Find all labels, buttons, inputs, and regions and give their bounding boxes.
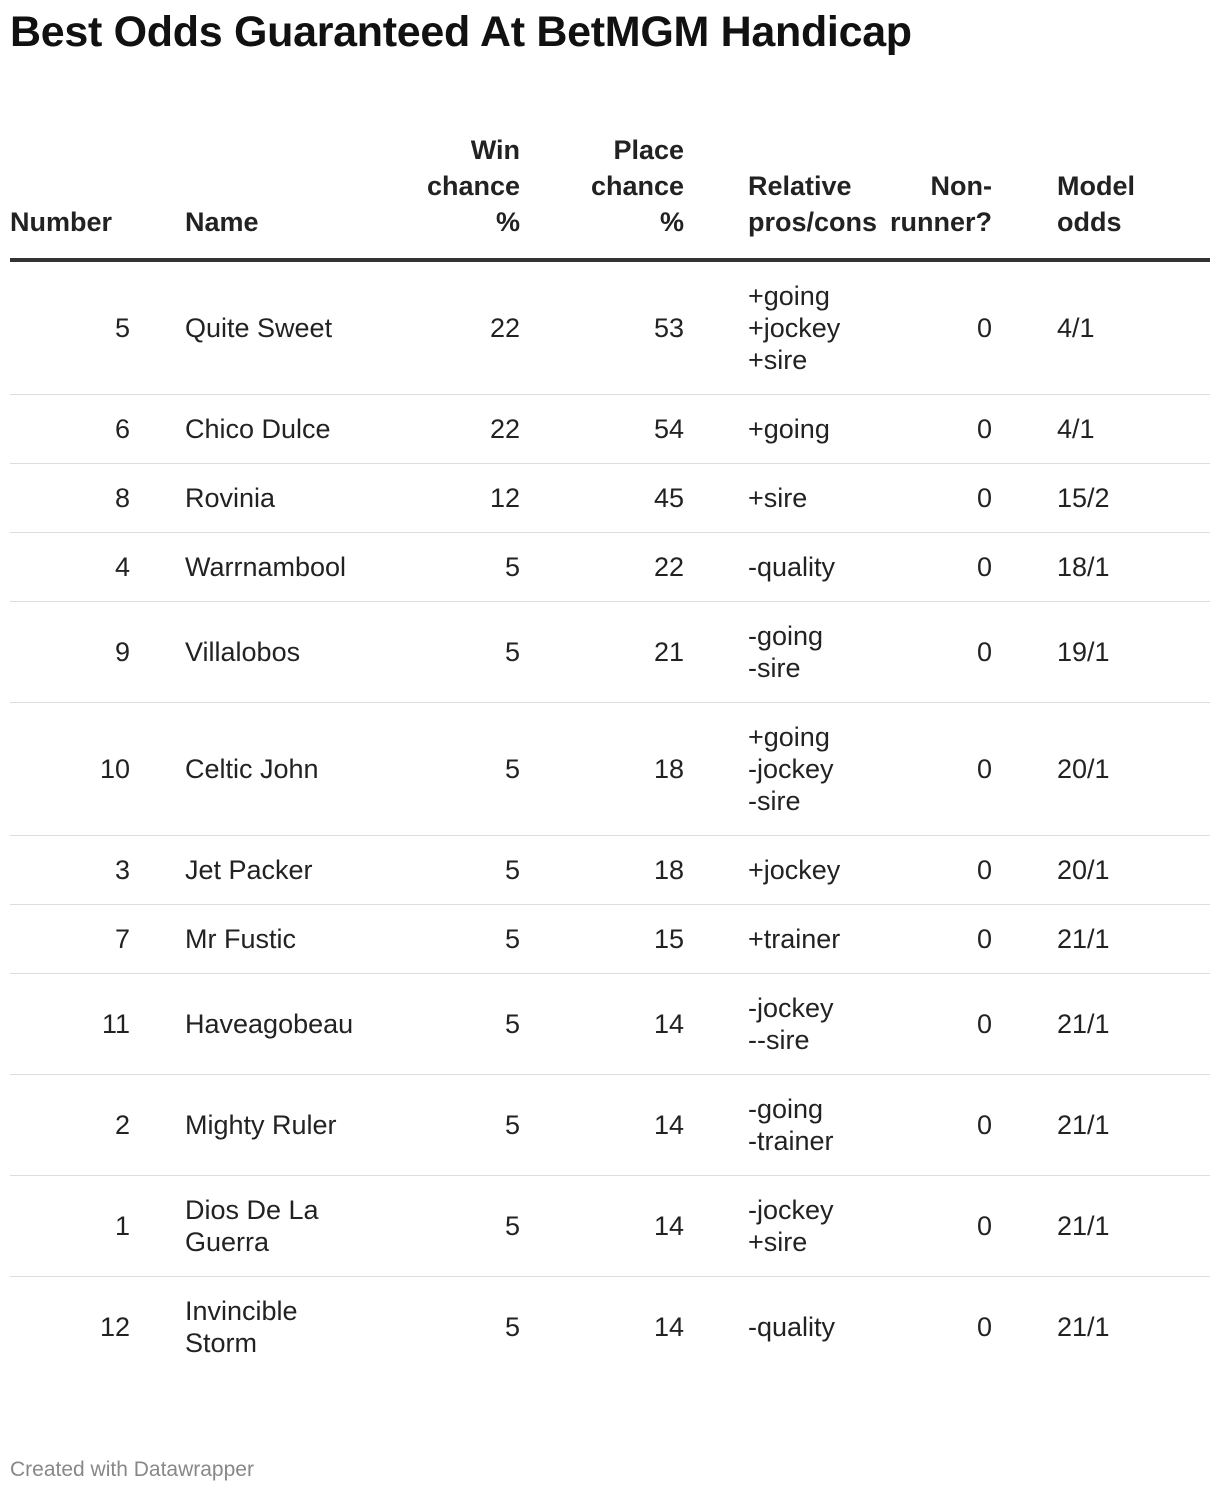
page-title: Best Odds Guaranteed At BetMGM Handicap (10, 8, 912, 56)
cell-place-chance: 22 (520, 533, 684, 602)
text-line: -quality (748, 1312, 836, 1342)
cell-name (130, 1277, 330, 1378)
text-line: --sire (748, 1025, 810, 1055)
text-line: % (495, 207, 520, 237)
text-line: +going (748, 414, 830, 444)
text-line: Jet Packer (185, 855, 313, 885)
text-line: -jockey (748, 754, 834, 784)
cell-place-chance: 21 (520, 602, 684, 703)
text-line: Guerra (185, 1227, 270, 1257)
text-line: Storm (185, 1328, 258, 1358)
table-row (10, 1075, 1210, 1176)
text-line: Name (185, 207, 259, 237)
cell-nonrunner: 0 (844, 395, 992, 464)
cell-win-chance: 22 (330, 260, 520, 395)
table-row (10, 836, 1210, 905)
text-line: Mighty Ruler (185, 1110, 337, 1140)
table-row (10, 533, 1210, 602)
text-line: Chico Dulce (185, 414, 331, 444)
cell-place-chance: 14 (520, 974, 684, 1075)
text-line: -sire (748, 653, 801, 683)
cell-nonrunner: 0 (844, 1075, 992, 1176)
cell-model-odds: 20/1 (992, 703, 1210, 836)
cell-win-chance: 5 (330, 974, 520, 1075)
cell-number: 11 (10, 974, 130, 1075)
cell-relative (684, 1075, 844, 1176)
cell-number: 10 (10, 703, 130, 836)
cell-win-chance: 5 (330, 905, 520, 974)
table-row (10, 260, 1210, 395)
text-line: Win (470, 135, 520, 165)
cell-model-odds: 4/1 (992, 260, 1210, 395)
text-line: runner? (889, 207, 992, 237)
column-header-number[interactable] (10, 114, 130, 260)
cell-relative (684, 533, 844, 602)
cell-nonrunner: 0 (976, 1312, 992, 1342)
cell-relative (684, 602, 844, 703)
cell-relative (684, 260, 844, 395)
cell-relative (684, 1176, 844, 1277)
text-line: Mr Fustic (185, 924, 296, 954)
cell-nonrunner: 0 (844, 905, 992, 974)
cell-number: 9 (10, 602, 130, 703)
cell-relative (684, 836, 844, 905)
cell-win-chance: 12 (330, 464, 520, 533)
table-row (10, 703, 1210, 836)
column-header-win-chance[interactable] (330, 114, 520, 260)
cell-relative (684, 974, 844, 1075)
column-header-place-chance[interactable] (520, 114, 684, 260)
cell-number: 6 (10, 395, 130, 464)
cell-number: 2 (10, 1075, 130, 1176)
text-line: chance (590, 171, 684, 201)
cell-model-odds: 21/1 (992, 974, 1210, 1075)
cell-nonrunner: 0 (844, 533, 992, 602)
text-line: Relative (748, 171, 852, 201)
cell-name (130, 260, 333, 395)
text-line: Rovinia (185, 483, 276, 513)
table-row (10, 395, 1210, 464)
text-line: +jockey (748, 855, 841, 885)
text-line: -jockey (748, 1195, 834, 1225)
cell-place-chance: 14 (520, 1075, 684, 1176)
column-header-relative[interactable] (684, 114, 878, 260)
cell-model-odds: 21/1 (992, 1176, 1210, 1277)
cell-place-chance: 54 (520, 395, 684, 464)
odds-table (10, 114, 1210, 1377)
table-row (10, 464, 1210, 533)
text-line: % (659, 207, 684, 237)
text-line: -going (748, 1094, 824, 1124)
cell-name (130, 974, 354, 1075)
cell-number: 1 (10, 1176, 130, 1277)
text-line: pros/cons (748, 207, 878, 237)
cell-nonrunner: 0 (844, 1176, 992, 1277)
text-line: -trainer (748, 1126, 834, 1156)
cell-number: 7 (10, 905, 130, 974)
column-header-nonrunner[interactable] (844, 114, 992, 260)
text-line: Celtic John (185, 754, 319, 784)
cell-relative (684, 395, 844, 464)
text-line: Non- (930, 171, 992, 201)
text-line: +sire (748, 483, 808, 513)
cell-place-chance: 53 (520, 260, 684, 395)
cell-number: 4 (10, 533, 130, 602)
table-row (10, 1277, 1210, 1378)
column-header-name[interactable] (130, 114, 330, 260)
text-line: Number (10, 207, 113, 237)
table-header (10, 114, 1210, 260)
cell-name (130, 533, 347, 602)
cell-place-chance: 14 (520, 1176, 684, 1277)
text-line: Place (613, 135, 684, 165)
cell-win-chance: 5 (330, 836, 520, 905)
cell-nonrunner: 0 (844, 464, 992, 533)
cell-win-chance: 5 (504, 1312, 520, 1342)
cell-win-chance: 5 (330, 703, 520, 836)
cell-name (130, 464, 330, 533)
cell-model-odds: 21/1 (992, 905, 1210, 974)
text-line: -sire (748, 786, 801, 816)
cell-win-chance: 22 (330, 395, 520, 464)
cell-place-chance: 15 (520, 905, 684, 974)
cell-name (130, 395, 330, 464)
table-body (10, 260, 1210, 1377)
cell-win-chance: 5 (330, 602, 520, 703)
cell-relative (684, 1277, 844, 1378)
text-line: Dios De La (185, 1195, 319, 1225)
cell-place-chance: 14 (653, 1312, 684, 1342)
cell-model-odds: 4/1 (992, 395, 1210, 464)
text-line: -quality (748, 552, 836, 582)
text-line: Haveagobeau (185, 1009, 354, 1039)
cell-place-chance: 45 (520, 464, 684, 533)
cell-place-chance: 18 (520, 703, 684, 836)
cell-name (130, 1176, 330, 1277)
cell-relative (684, 905, 844, 974)
text-line: +sire (748, 345, 808, 375)
text-line: chance (426, 171, 520, 201)
cell-name (130, 703, 330, 836)
cell-model-odds: 15/2 (992, 464, 1210, 533)
column-header-model-odds[interactable] (992, 114, 1210, 260)
text-line: +trainer (748, 924, 841, 954)
header-row (10, 114, 1210, 260)
cell-name (130, 905, 330, 974)
text-line: +going (748, 281, 830, 311)
text-line: Invincible (185, 1296, 298, 1326)
table-row (10, 974, 1210, 1075)
table-row (10, 1176, 1210, 1277)
cell-model-odds: 18/1 (992, 533, 1210, 602)
cell-model-odds: 21/1 (1057, 1312, 1110, 1342)
cell-win-chance: 5 (330, 1075, 520, 1176)
credit-footer: Created with Datawrapper (10, 1458, 254, 1481)
cell-relative (684, 703, 844, 836)
cell-number: 5 (10, 260, 130, 395)
cell-number: 8 (10, 464, 130, 533)
cell-nonrunner: 0 (844, 602, 992, 703)
cell-nonrunner: 0 (844, 836, 992, 905)
cell-nonrunner: 0 (844, 260, 992, 395)
text-line: Model (1057, 171, 1135, 201)
cell-number: 3 (10, 836, 130, 905)
cell-name (130, 602, 330, 703)
cell-win-chance: 5 (330, 1176, 520, 1277)
cell-model-odds: 21/1 (992, 1075, 1210, 1176)
cell-nonrunner: 0 (844, 974, 992, 1075)
text-line: +going (748, 722, 830, 752)
text-line: -jockey (748, 993, 834, 1023)
cell-nonrunner: 0 (844, 703, 992, 836)
text-line: Warrnambool (185, 552, 347, 582)
text-line: +jockey (748, 313, 841, 343)
text-line: Quite Sweet (185, 313, 333, 343)
text-line: Villalobos (185, 637, 301, 667)
text-line: odds (1057, 207, 1122, 237)
cell-place-chance: 18 (520, 836, 684, 905)
cell-name (130, 836, 330, 905)
table-row (10, 602, 1210, 703)
table-row (10, 905, 1210, 974)
cell-win-chance: 5 (330, 533, 520, 602)
cell-model-odds: 20/1 (992, 836, 1210, 905)
text-line: +sire (748, 1227, 808, 1257)
cell-name (130, 1075, 337, 1176)
cell-relative (684, 464, 844, 533)
cell-number: 12 (99, 1312, 130, 1342)
cell-model-odds: 19/1 (992, 602, 1210, 703)
text-line: -going (748, 621, 824, 651)
